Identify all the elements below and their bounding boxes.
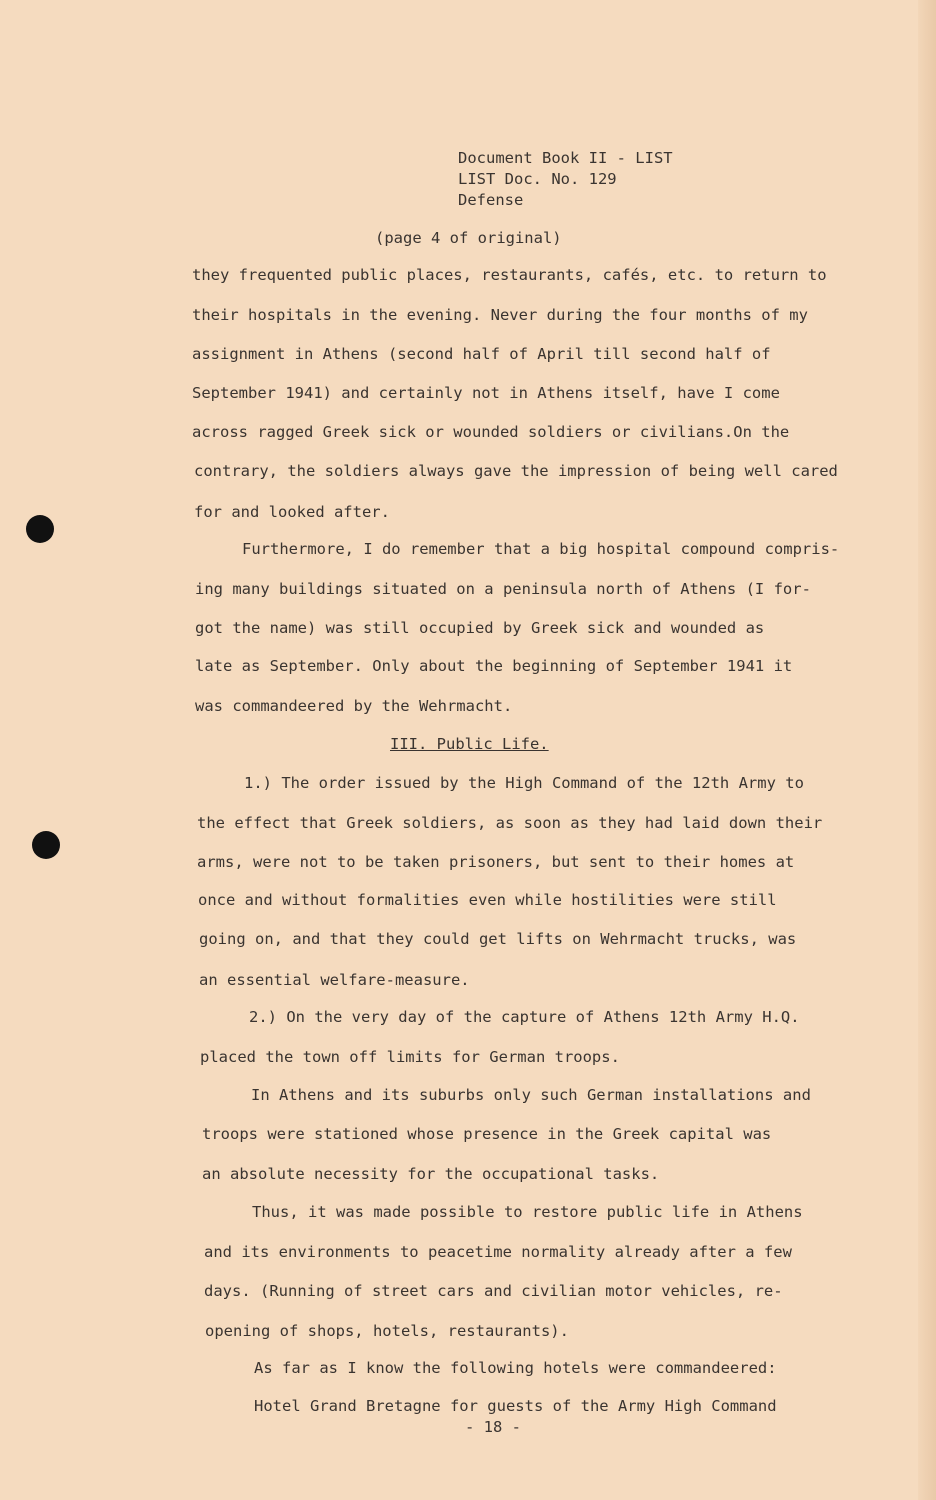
text-line: days. (Running of street cars and civilian motor vehicles, re- — [204, 1282, 783, 1300]
text-line: once and without formalities even while hostilities were still — [198, 891, 777, 909]
text-line: going on, and that they could get lifts on Wehrmacht trucks, was — [199, 930, 797, 948]
text-line: troops were stationed whose presence in the Greek capital was — [202, 1125, 772, 1143]
document-header — [458, 148, 673, 211]
page-number: - 18 - — [465, 1418, 521, 1436]
header-line-defense: Defense — [458, 191, 524, 209]
text-line: 2.) On the very day of the capture of Athens 12th Army H.Q. — [249, 1008, 800, 1026]
text-line: got the name) was still occupied by Greek sick and wounded as — [195, 619, 765, 637]
text-line: for and looked after. — [194, 503, 390, 521]
text-line: was commandeered by the Wehrmacht. — [195, 697, 513, 715]
text-line: the effect that Greek soldiers, as soon as they had laid down their — [197, 814, 823, 832]
text-line: Hotel Grand Bretagne for guests of the Army High Command — [254, 1397, 777, 1415]
punch-hole-upper — [26, 515, 54, 543]
punch-hole-lower — [32, 831, 60, 859]
text-line: across ragged Greek sick or wounded soldiers or civilians.On the — [192, 423, 790, 441]
text-line: and its environments to peacetime normality already after a few — [204, 1243, 792, 1261]
text-line: Thus, it was made possible to restore public life in Athens — [252, 1203, 803, 1221]
section-title-public-life: III. Public Life. — [390, 735, 549, 753]
header-line-doc-number: LIST Doc. No. 129 — [458, 170, 617, 188]
text-line: arms, were not to be taken prisoners, but sent to their homes at — [197, 853, 795, 871]
original-page-reference: (page 4 of original) — [375, 229, 562, 247]
paper-edge — [918, 0, 936, 1500]
text-line: opening of shops, hotels, restaurants). — [205, 1322, 569, 1340]
text-line: contrary, the soldiers always gave the impression of being well cared — [194, 462, 838, 480]
text-line: an essential welfare-measure. — [199, 971, 470, 989]
text-line: placed the town off limits for German troops. — [200, 1048, 620, 1066]
text-line: their hospitals in the evening. Never during the four months of my — [192, 306, 808, 324]
text-line: 1.) The order issued by the High Command of the 12th Army to — [244, 774, 804, 792]
text-line: an absolute necessity for the occupational tasks. — [202, 1165, 660, 1183]
text-line: ing many buildings situated on a peninsula north of Athens (I for- — [195, 580, 811, 598]
header-line-book: Document Book II - LIST — [458, 149, 673, 167]
text-line: they frequented public places, restaurants, cafés, etc. to return to — [192, 266, 827, 284]
text-line: late as September. Only about the beginning of September 1941 it — [195, 657, 793, 675]
text-line: assignment in Athens (second half of April till second half of — [192, 345, 771, 363]
text-line: In Athens and its suburbs only such German installations and — [251, 1086, 811, 1104]
text-line: Furthermore, I do remember that a big hospital compound compris- — [242, 540, 840, 558]
text-line: As far as I know the following hotels were commandeered: — [254, 1359, 777, 1377]
text-line: September 1941) and certainly not in Athens itself, have I come — [192, 384, 780, 402]
